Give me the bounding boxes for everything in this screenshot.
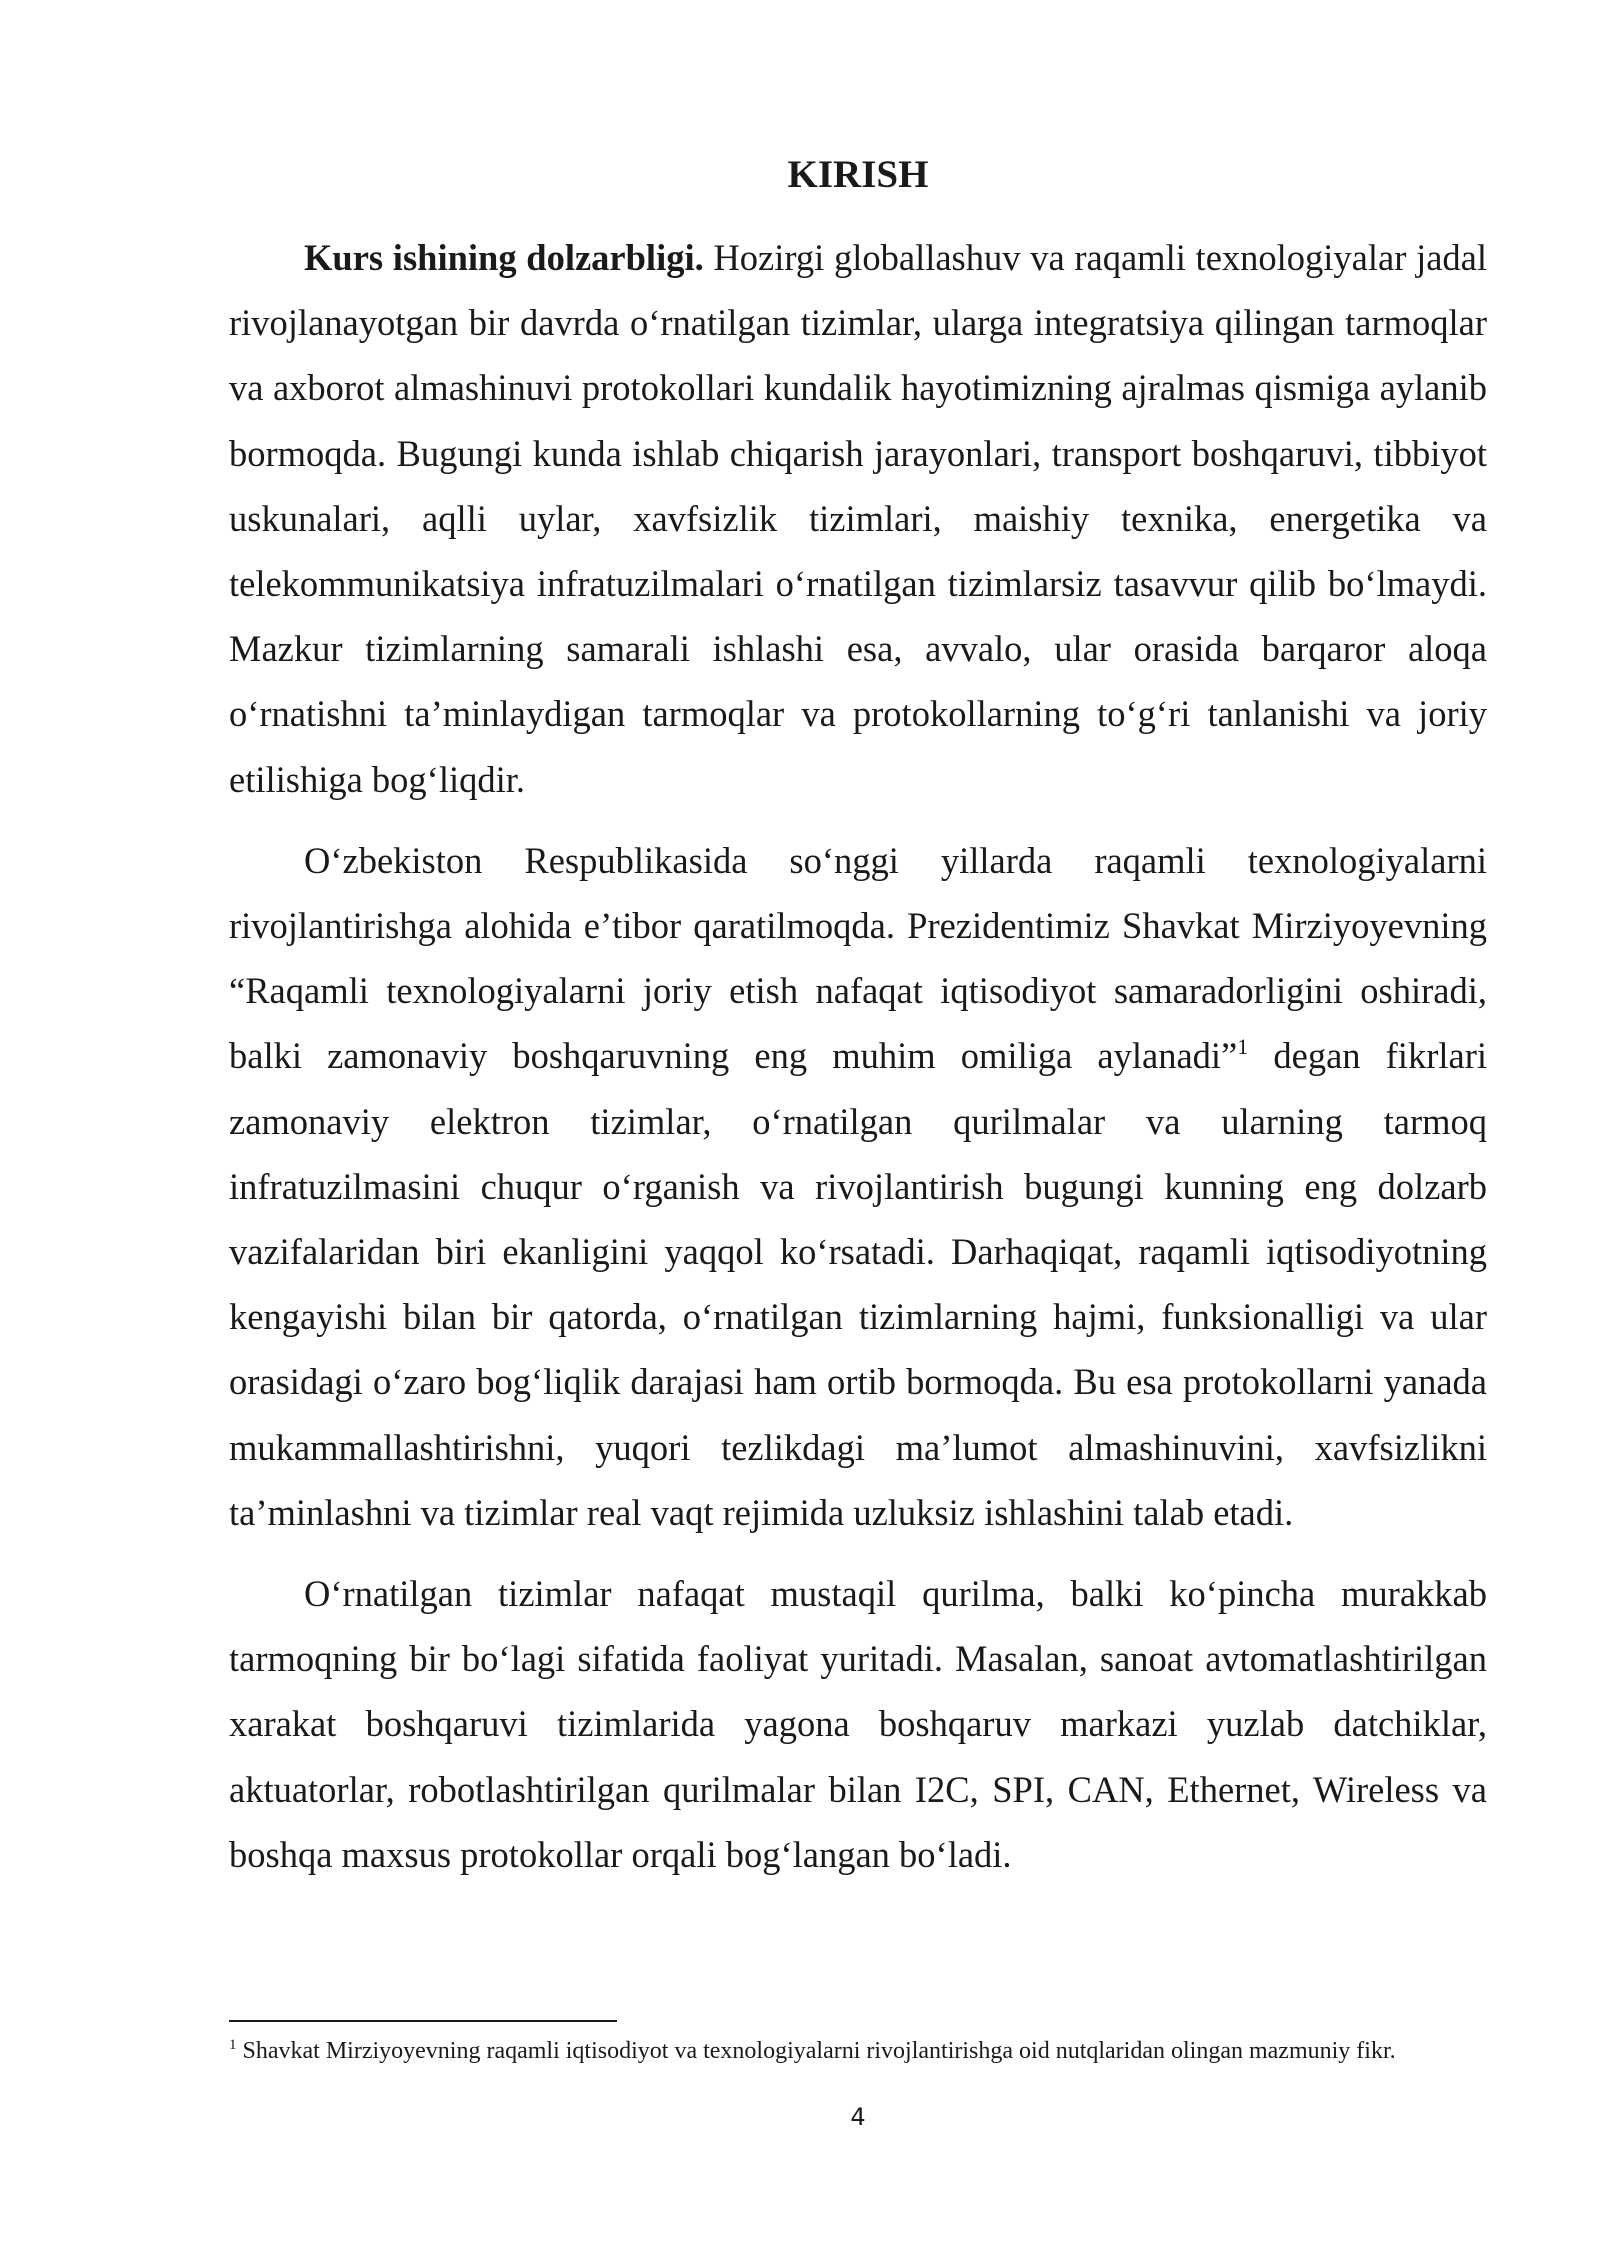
paragraph-uzbekistan xyxy=(229,828,1487,1545)
paragraph-text: Oʻzbekiston Respublikasida soʻnggi yillarda raqamli texnologiyalarni rivojlantirishga alohida eʼtibor qaratilmoqda. Prezidentimiz Shavkat Mirziyoyevning “Raqamli texnologiyalarni joriy etish nafaqat iqtisodiyot samaradorligini oshiradi, balki zamonaviy boshqaruvning eng muhim omiliga aylanadi” xyxy=(229,839,1487,1077)
body-text xyxy=(229,225,1487,1903)
paragraph-embedded-systems xyxy=(229,1561,1487,1887)
paragraph-text: Oʻrnatilgan tizimlar nafaqat mustaqil qurilma, balki koʻpincha murakkab tarmoqning bir boʻlagi sifatida faoliyat yuritadi. Masalan, sanoat avtomatlashtirilgan xarakat boshqaruvi tizimlarida yagona boshqaruv markazi yuzlab datchiklar, aktuatorlar, robotlashtirilgan qurilmalar bilan I2C, SPI, CAN, Ethernet, Wireless va boshqa maxsus protokollar orqali bogʻlangan boʻladi. xyxy=(229,1573,1487,1875)
paragraph-lead: Kurs ishining dolzarbligi. xyxy=(304,237,704,278)
page-number: 4 xyxy=(850,2103,866,2131)
footnote-marker: 1 xyxy=(229,2037,237,2053)
footnote xyxy=(229,2036,1487,2067)
footnote-reference[interactable]: 1 xyxy=(1237,1034,1249,1060)
footnote-text: Shavkat Mirziyoyevning raqamli iqtisodiyot va texnologiyalarni rivojlantirishga oid nutqlaridan olingan mazmuniy fikr. xyxy=(236,2038,1396,2064)
paragraph-text: degan fikrlari zamonaviy elektron tizimlar, oʻrnatilgan qurilmalar va ularning tarmoq infratuzilmasini chuqur oʻrganish va rivojlantirish bugungi kunning eng dolzarb vazifalaridan biri ekanligini yaqqol koʻrsatadi. Darhaqiqat, raqamli iqtisodiyotning kengayishi bilan bir qatorda, oʻrnatilgan tizimlarning hajmi, funksionalligi va ular orasidagi oʻzaro bogʻliqlik darajasi ham ortib bormoqda. Bu esa protokollarni yanada mukammallashtirishni, yuqori tezlikdagi maʼlumot almashinuvini, xavfsizlikni taʼminlashni va tizimlar real vaqt rejimida uzluksiz ishlashini talab etadi. xyxy=(229,1035,1487,1533)
section-heading: KIRISH xyxy=(787,153,929,196)
footnote-separator xyxy=(229,2020,617,2022)
paragraph-relevance xyxy=(229,225,1487,812)
paragraph-text: Hozirgi globallashuv va raqamli texnologiyalar jadal rivojlanayotgan bir davrda oʻrnatilgan tizimlar, ularga integratsiya qilingan tarmoqlar va axborot almashinuvi protokollari kundalik hayotimizning ajralmas qismiga aylanib bormoqda. Bugungi kunda ishlab chiqarish jarayonlari, transport boshqaruvi, tibbiyot uskunalari, aqlli uylar, xavfsizlik tizimlari, maishiy texnika, energetika va telekommunikatsiya infratuzilmalari oʻrnatilgan tizimlarsiz tasavvur qilib boʻlmaydi. Mazkur tizimlarning samarali ishlashi esa, avvalo, ular orasida barqaror aloqa oʻrnatishni taʼminlaydigan tarmoqlar va protokollarning toʻgʻri tanlanishi va joriy etilishiga bogʻliqdir. xyxy=(229,237,1488,800)
